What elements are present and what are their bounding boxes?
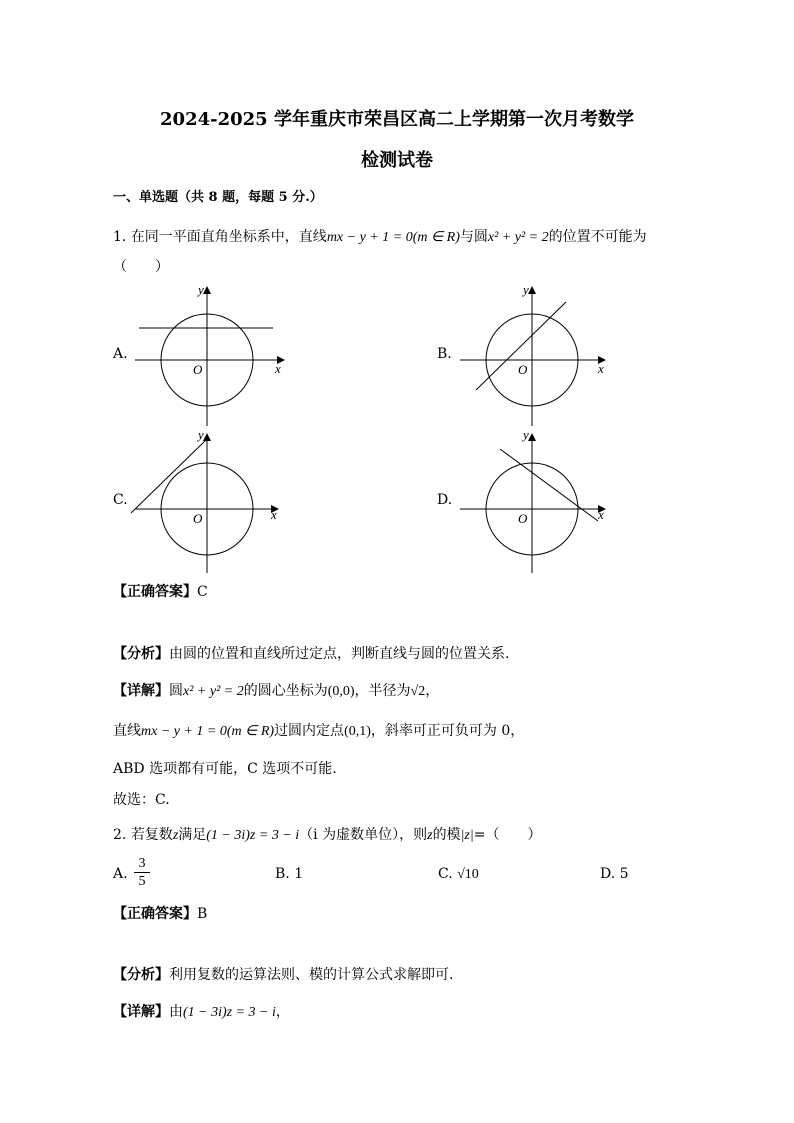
q1-detail-line1 — [113, 680, 439, 700]
option-label: C. — [438, 866, 453, 882]
x-axis-label: x — [598, 507, 604, 522]
x-axis-label: x — [598, 361, 604, 376]
q1-option-b-label: B. — [437, 346, 452, 362]
q1-option-a-label: A. — [113, 346, 128, 362]
q1-detail-line3: ABD 选项都有可能，C 选项不可能. — [113, 761, 337, 777]
origin-label: O — [518, 511, 528, 526]
analysis-tag: 【分析】 — [113, 646, 169, 662]
q1-option-c-label: C. — [113, 492, 128, 508]
origin-label: O — [193, 362, 203, 377]
detail-tag: 【详解】 — [113, 1004, 169, 1020]
detail-text: 过圆内定点 — [274, 723, 345, 739]
detail-text: ， — [425, 683, 440, 699]
detail-equation: (1 − 3i)z = 3 − i — [183, 1005, 276, 1020]
q1-detail-line2 — [113, 720, 524, 740]
detail-tag: 【详解】 — [113, 683, 169, 699]
q2-option-d: D. 5 — [600, 866, 629, 882]
line — [131, 439, 207, 513]
center-coordinates: (0,0) — [327, 684, 355, 699]
document-title: 2024-2025 学年重庆市荣昌区高二上学期第一次月考数学 — [160, 109, 634, 130]
option-value: √10 — [457, 867, 479, 882]
line — [500, 449, 598, 521]
analysis-text: 由圆的位置和直线所过定点，判断直线与圆的位置关系. — [169, 646, 510, 662]
answer-value: C — [197, 584, 208, 600]
variable-z: z — [427, 828, 433, 843]
q2-text: （i 为虚数单位），则 — [299, 827, 428, 843]
section-heading: 一、单选题（共 8 题，每题 5 分.） — [113, 190, 323, 205]
line-equation: mx − y + 1 = 0(m ∈ R) — [141, 724, 275, 739]
detail-text: ， — [275, 1004, 290, 1020]
q2-text: 若复数 — [130, 827, 173, 843]
q1-detail-line4: 故选：C. — [113, 792, 170, 808]
fraction-denominator: 5 — [134, 872, 150, 890]
q2-answer — [113, 903, 207, 923]
y-axis-label: y — [198, 282, 204, 297]
q1-option-b-figure — [450, 278, 620, 428]
q2-option-b: B. 1 — [275, 866, 304, 882]
y-axis-label: y — [523, 282, 529, 297]
q1-line-equation: mx − y + 1 = 0(m ∈ R) — [326, 230, 460, 245]
q1-analysis — [113, 643, 509, 663]
radius-value: √2 — [410, 684, 426, 699]
detail-text: 圆 — [169, 683, 183, 699]
q2-text: 的模 — [432, 827, 461, 843]
q1-stem — [113, 226, 647, 246]
answer-tag: 【正确答案】 — [113, 584, 197, 600]
origin-label: O — [518, 362, 528, 377]
q2-stem — [113, 824, 541, 844]
q2-option-a-label: A. — [113, 866, 128, 882]
detail-text: ，斜率可正可负可为 0， — [370, 723, 525, 739]
fraction-numerator: 3 — [138, 856, 146, 871]
q2-number: 2. — [113, 827, 127, 843]
q1-option-c-figure — [125, 425, 295, 575]
q1-paren: （ ） — [113, 259, 169, 275]
answer-tag: 【正确答案】 — [113, 906, 197, 922]
y-axis-arrow-icon — [203, 433, 211, 441]
y-axis-label: y — [523, 427, 529, 442]
circle-equation: x² + y² = 2 — [183, 684, 244, 699]
detail-text: 的圆心坐标为 — [243, 683, 328, 699]
q2-text: =（ ） — [473, 827, 542, 843]
y-axis-arrow-icon — [203, 286, 211, 294]
q2-text: 满足 — [178, 827, 207, 843]
detail-text: 直线 — [113, 723, 141, 739]
q1-option-a-figure — [125, 278, 295, 428]
detail-text: 由 — [169, 1004, 183, 1020]
variable-z: z — [172, 828, 179, 843]
origin-label: O — [193, 511, 203, 526]
answer-value: B — [197, 906, 208, 922]
q1-answer — [113, 581, 208, 601]
q2-option-c — [438, 866, 479, 883]
q2-analysis — [113, 964, 453, 984]
q1-option-d-figure — [450, 425, 620, 575]
q1-number: 1. — [113, 229, 127, 245]
y-axis-label: y — [198, 427, 204, 442]
q1-text-b: 与圆 — [459, 229, 488, 245]
q1-option-d-label: D. — [437, 492, 453, 508]
x-axis-label: x — [275, 361, 281, 376]
q2-equation: (1 − 3i)z = 3 − i — [206, 828, 300, 843]
detail-text: ，半径为 — [354, 683, 411, 699]
q2-detail — [113, 1001, 290, 1021]
x-axis-label: x — [271, 507, 277, 522]
analysis-tag: 【分析】 — [113, 967, 169, 983]
y-axis-arrow-icon — [528, 286, 536, 294]
q1-text-c: 的位置不可能为 — [548, 229, 647, 245]
q2-option-a-fraction — [134, 855, 150, 890]
fixed-point: (0,1) — [344, 724, 371, 739]
q1-text-a: 在同一平面直角坐标系中，直线 — [130, 229, 327, 245]
q1-circle-equation: x² + y² = 2 — [487, 230, 549, 245]
analysis-text: 利用复数的运算法则、模的计算公式求解即可. — [169, 967, 454, 983]
modulus: |z| — [460, 828, 474, 843]
y-axis-arrow-icon — [528, 433, 536, 441]
document-subtitle: 检测试卷 — [361, 150, 433, 171]
